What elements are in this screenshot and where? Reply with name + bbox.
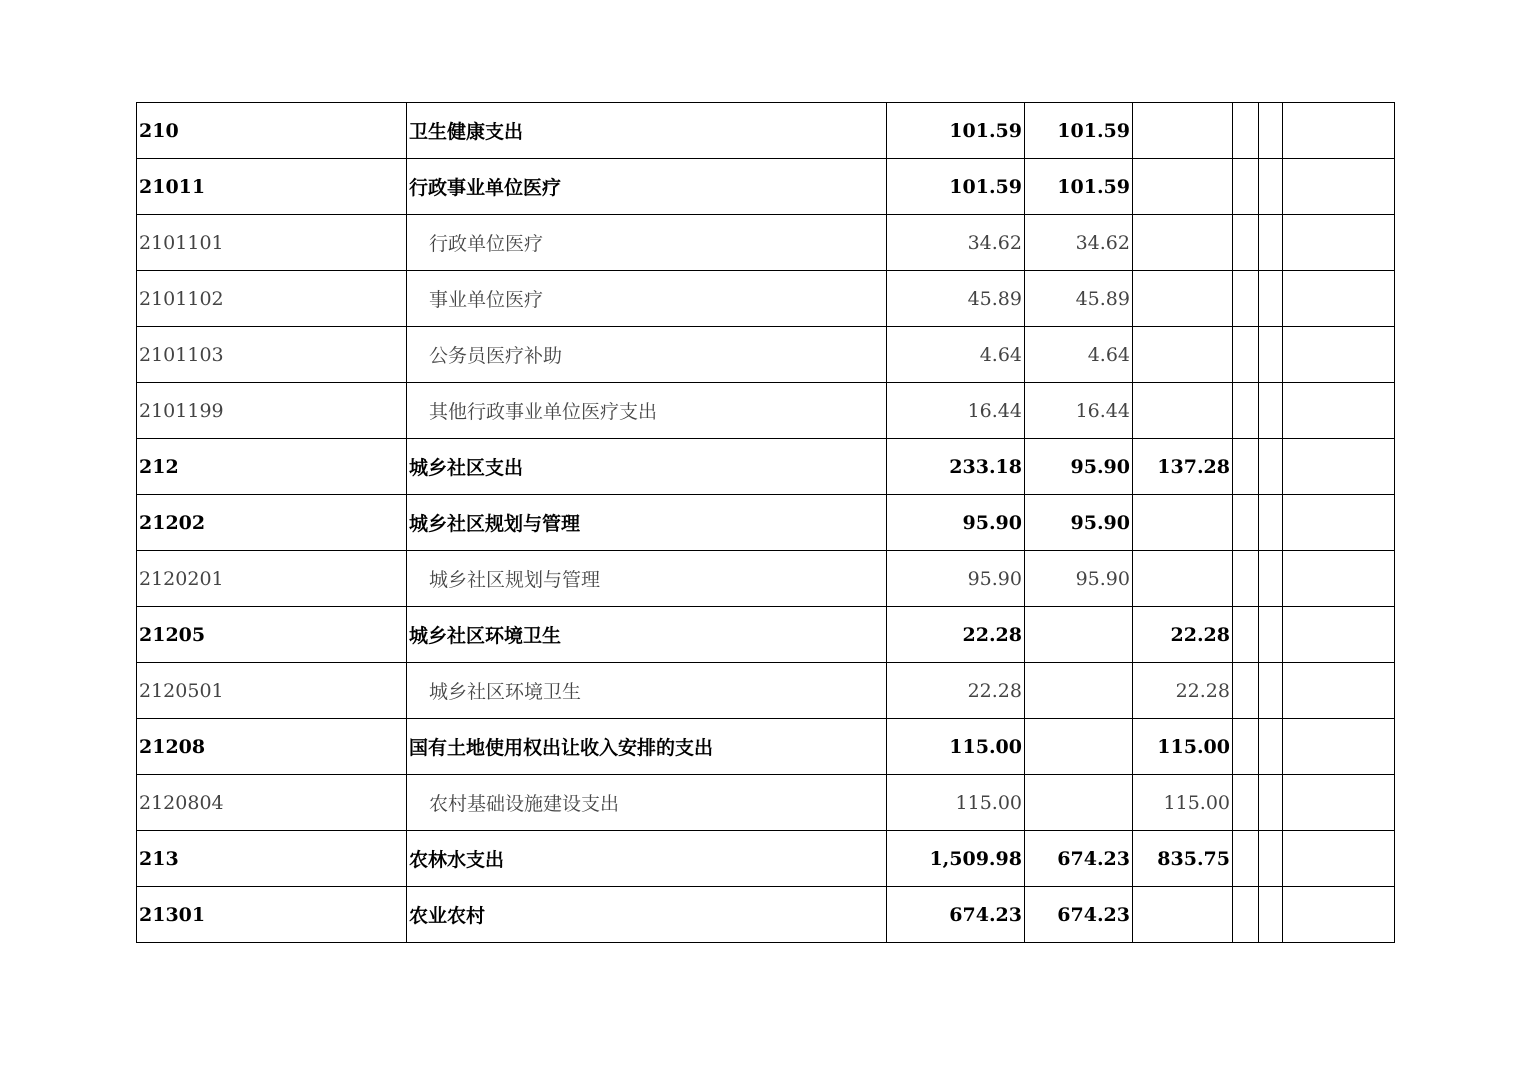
empty-cell-3 [1283, 271, 1395, 327]
total-amount-cell: 115.00 [887, 775, 1025, 831]
subject-name-cell: 农业农村 [407, 887, 887, 943]
empty-cell-2 [1259, 271, 1283, 327]
basic-expenditure-cell [1025, 663, 1133, 719]
empty-cell-3 [1283, 215, 1395, 271]
subject-name-cell: 事业单位医疗 [407, 271, 887, 327]
empty-cell-1 [1233, 271, 1259, 327]
empty-cell-3 [1283, 495, 1395, 551]
table-row [137, 831, 1395, 887]
empty-cell-2 [1259, 439, 1283, 495]
subject-code-cell: 210 [137, 103, 407, 159]
total-amount-cell: 45.89 [887, 271, 1025, 327]
empty-cell-3 [1283, 103, 1395, 159]
empty-cell-1 [1233, 831, 1259, 887]
empty-cell-3 [1283, 831, 1395, 887]
basic-expenditure-cell: 101.59 [1025, 159, 1133, 215]
empty-cell-1 [1233, 439, 1259, 495]
total-amount-cell: 1,509.98 [887, 831, 1025, 887]
subject-name-cell: 农林水支出 [407, 831, 887, 887]
empty-cell-2 [1259, 327, 1283, 383]
table-row [137, 159, 1395, 215]
subject-code-cell: 21205 [137, 607, 407, 663]
total-amount-cell: 22.28 [887, 663, 1025, 719]
project-expenditure-cell [1133, 159, 1233, 215]
basic-expenditure-cell [1025, 775, 1133, 831]
basic-expenditure-cell: 45.89 [1025, 271, 1133, 327]
subject-name-cell: 城乡社区规划与管理 [407, 495, 887, 551]
empty-cell-1 [1233, 719, 1259, 775]
basic-expenditure-cell: 4.64 [1025, 327, 1133, 383]
total-amount-cell: 101.59 [887, 159, 1025, 215]
subject-name-cell: 城乡社区支出 [407, 439, 887, 495]
project-expenditure-cell [1133, 551, 1233, 607]
subject-code-cell: 21011 [137, 159, 407, 215]
project-expenditure-cell [1133, 215, 1233, 271]
total-amount-cell: 16.44 [887, 383, 1025, 439]
total-amount-cell: 115.00 [887, 719, 1025, 775]
table-row [137, 383, 1395, 439]
project-expenditure-cell [1133, 327, 1233, 383]
basic-expenditure-cell: 16.44 [1025, 383, 1133, 439]
empty-cell-1 [1233, 607, 1259, 663]
budget-table [136, 102, 1395, 943]
empty-cell-2 [1259, 663, 1283, 719]
empty-cell-2 [1259, 887, 1283, 943]
subject-name-cell: 国有土地使用权出让收入安排的支出 [407, 719, 887, 775]
empty-cell-1 [1233, 887, 1259, 943]
empty-cell-1 [1233, 495, 1259, 551]
total-amount-cell: 34.62 [887, 215, 1025, 271]
table-row [137, 439, 1395, 495]
empty-cell-3 [1283, 327, 1395, 383]
total-amount-cell: 95.90 [887, 495, 1025, 551]
basic-expenditure-cell [1025, 719, 1133, 775]
basic-expenditure-cell: 95.90 [1025, 551, 1133, 607]
empty-cell-3 [1283, 607, 1395, 663]
table-row [137, 607, 1395, 663]
empty-cell-3 [1283, 439, 1395, 495]
subject-code-cell: 2120501 [137, 663, 407, 719]
empty-cell-3 [1283, 159, 1395, 215]
total-amount-cell: 101.59 [887, 103, 1025, 159]
empty-cell-3 [1283, 551, 1395, 607]
empty-cell-2 [1259, 103, 1283, 159]
subject-code-cell: 2101103 [137, 327, 407, 383]
empty-cell-2 [1259, 607, 1283, 663]
empty-cell-2 [1259, 775, 1283, 831]
table-row [137, 327, 1395, 383]
project-expenditure-cell: 115.00 [1133, 775, 1233, 831]
subject-name-cell: 公务员医疗补助 [407, 327, 887, 383]
subject-code-cell: 213 [137, 831, 407, 887]
basic-expenditure-cell [1025, 607, 1133, 663]
empty-cell-1 [1233, 663, 1259, 719]
empty-cell-3 [1283, 663, 1395, 719]
project-expenditure-cell [1133, 887, 1233, 943]
subject-name-cell: 农村基础设施建设支出 [407, 775, 887, 831]
project-expenditure-cell: 137.28 [1133, 439, 1233, 495]
basic-expenditure-cell: 95.90 [1025, 439, 1133, 495]
table-row [137, 495, 1395, 551]
project-expenditure-cell [1133, 495, 1233, 551]
project-expenditure-cell [1133, 103, 1233, 159]
table-row [137, 719, 1395, 775]
subject-code-cell: 2101101 [137, 215, 407, 271]
empty-cell-2 [1259, 831, 1283, 887]
subject-name-cell: 其他行政事业单位医疗支出 [407, 383, 887, 439]
basic-expenditure-cell: 674.23 [1025, 831, 1133, 887]
subject-code-cell: 2120201 [137, 551, 407, 607]
subject-code-cell: 21208 [137, 719, 407, 775]
table-row [137, 887, 1395, 943]
table-row [137, 215, 1395, 271]
subject-code-cell: 21202 [137, 495, 407, 551]
empty-cell-1 [1233, 327, 1259, 383]
table-row [137, 775, 1395, 831]
subject-code-cell: 21301 [137, 887, 407, 943]
empty-cell-3 [1283, 775, 1395, 831]
basic-expenditure-cell: 34.62 [1025, 215, 1133, 271]
budget-table-body [137, 103, 1395, 943]
total-amount-cell: 4.64 [887, 327, 1025, 383]
subject-name-cell: 城乡社区规划与管理 [407, 551, 887, 607]
empty-cell-1 [1233, 159, 1259, 215]
total-amount-cell: 233.18 [887, 439, 1025, 495]
subject-name-cell: 行政事业单位医疗 [407, 159, 887, 215]
subject-name-cell: 行政单位医疗 [407, 215, 887, 271]
empty-cell-2 [1259, 551, 1283, 607]
subject-name-cell: 城乡社区环境卫生 [407, 607, 887, 663]
empty-cell-1 [1233, 551, 1259, 607]
subject-code-cell: 2101199 [137, 383, 407, 439]
subject-code-cell: 2120804 [137, 775, 407, 831]
project-expenditure-cell: 115.00 [1133, 719, 1233, 775]
empty-cell-3 [1283, 383, 1395, 439]
subject-code-cell: 212 [137, 439, 407, 495]
total-amount-cell: 674.23 [887, 887, 1025, 943]
table-row [137, 551, 1395, 607]
table-row [137, 663, 1395, 719]
subject-name-cell: 城乡社区环境卫生 [407, 663, 887, 719]
empty-cell-1 [1233, 775, 1259, 831]
total-amount-cell: 22.28 [887, 607, 1025, 663]
empty-cell-2 [1259, 215, 1283, 271]
empty-cell-2 [1259, 719, 1283, 775]
subject-name-cell: 卫生健康支出 [407, 103, 887, 159]
empty-cell-2 [1259, 159, 1283, 215]
project-expenditure-cell: 835.75 [1133, 831, 1233, 887]
empty-cell-3 [1283, 719, 1395, 775]
basic-expenditure-cell: 95.90 [1025, 495, 1133, 551]
project-expenditure-cell [1133, 383, 1233, 439]
empty-cell-2 [1259, 495, 1283, 551]
empty-cell-2 [1259, 383, 1283, 439]
project-expenditure-cell: 22.28 [1133, 607, 1233, 663]
total-amount-cell: 95.90 [887, 551, 1025, 607]
table-row [137, 103, 1395, 159]
subject-code-cell: 2101102 [137, 271, 407, 327]
empty-cell-3 [1283, 887, 1395, 943]
empty-cell-1 [1233, 383, 1259, 439]
empty-cell-1 [1233, 215, 1259, 271]
project-expenditure-cell [1133, 271, 1233, 327]
project-expenditure-cell: 22.28 [1133, 663, 1233, 719]
basic-expenditure-cell: 674.23 [1025, 887, 1133, 943]
basic-expenditure-cell: 101.59 [1025, 103, 1133, 159]
empty-cell-1 [1233, 103, 1259, 159]
table-row [137, 271, 1395, 327]
